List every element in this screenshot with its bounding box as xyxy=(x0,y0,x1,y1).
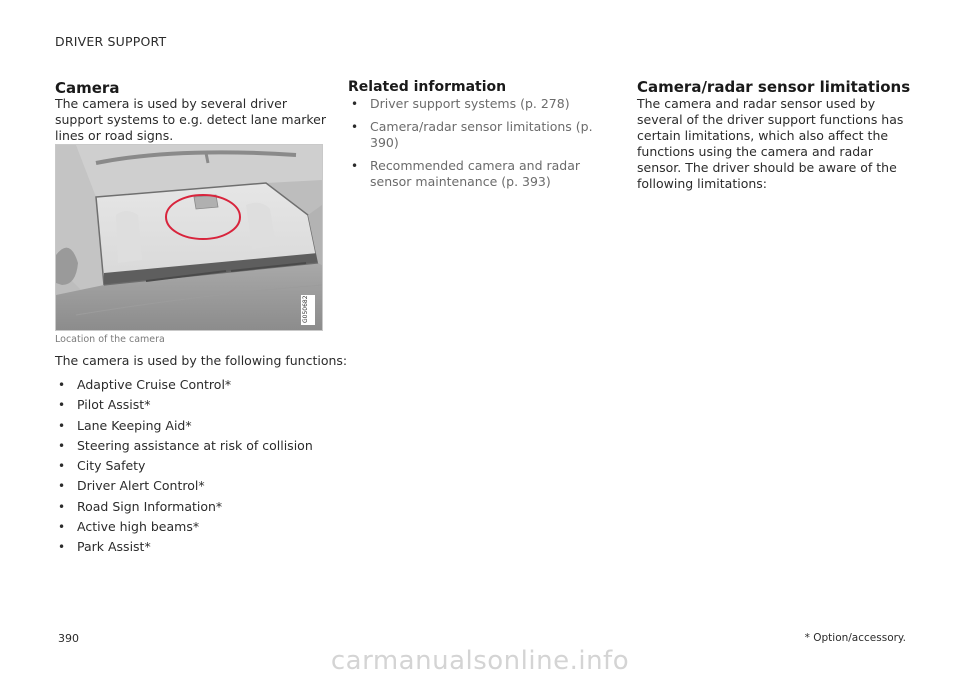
related-link-driver-support[interactable]: • Driver support systems (p. 278) xyxy=(348,96,610,112)
camera-heading: Camera xyxy=(55,79,120,97)
list-item: • Pilot Assist* xyxy=(55,397,327,417)
list-item: • Park Assist* xyxy=(55,539,327,559)
list-item: • Road Sign Information* xyxy=(55,499,327,519)
list-item: • Adaptive Cruise Control* xyxy=(55,377,327,397)
camera-location-figure xyxy=(55,144,323,331)
list-item: • Active high beams* xyxy=(55,519,327,539)
related-heading: Related information xyxy=(348,79,507,95)
related-links xyxy=(348,96,610,197)
figure-caption: Location of the camera xyxy=(55,334,165,345)
camera-intro: The camera is used by several driver support systems to e.g. detect lane marker lines or road signs. xyxy=(55,96,326,143)
functions-intro: The camera is used by the following functions: xyxy=(55,353,348,368)
limitations-heading: Camera/radar sensor limitations xyxy=(637,78,911,96)
watermark: carmanualsonline.info xyxy=(330,646,630,676)
functions-list xyxy=(55,377,327,560)
option-note: * Option/accessory. xyxy=(804,632,906,644)
list-item: • Lane Keeping Aid* xyxy=(55,418,327,438)
list-item: • Driver Alert Control* xyxy=(55,478,327,498)
related-link-sensor-limitations[interactable]: • Camera/radar sensor limitations (p. 390) xyxy=(348,119,610,151)
limitations-text: The camera and radar sensor used by several of the driver support functions has certain limitations, which also affect the functions using the camera and radar sensor. The driver should be aware of the following limitations: xyxy=(637,96,904,191)
list-item: • Steering assistance at risk of collision xyxy=(55,438,327,458)
page-number: 390 xyxy=(58,632,79,645)
section-header: DRIVER SUPPORT xyxy=(55,34,167,49)
figure-code: G050682 xyxy=(302,295,309,323)
related-link-sensor-maintenance[interactable]: • Recommended camera and radar sensor maintenance (p. 393) xyxy=(348,158,610,190)
list-item: • City Safety xyxy=(55,458,327,478)
windshield-illustration xyxy=(56,145,322,330)
